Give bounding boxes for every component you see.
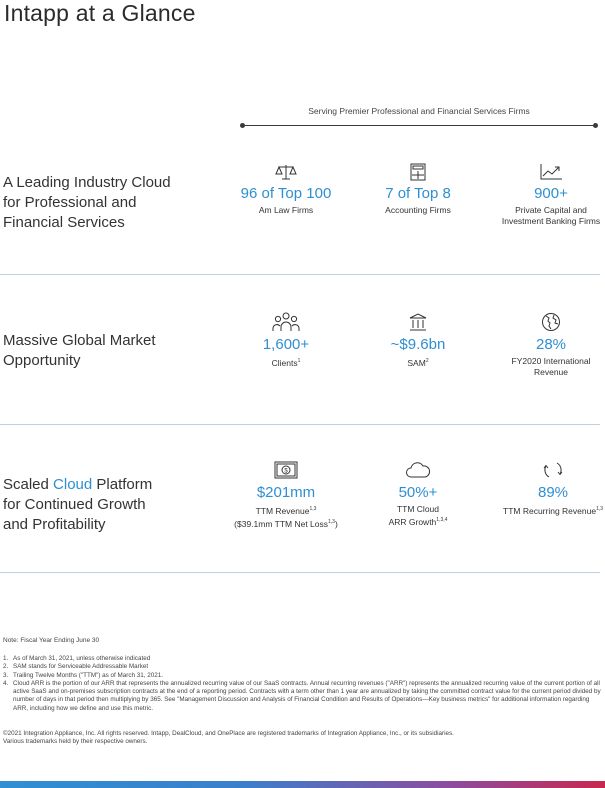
footer-gradient-bar <box>0 781 605 788</box>
timeline-dot-right <box>593 123 598 128</box>
chart-trend-icon <box>539 163 563 181</box>
calculator-icon <box>409 163 427 181</box>
section-divider <box>0 274 600 275</box>
serving-caption: Serving Premier Professional and Financial Services Firms <box>308 106 530 116</box>
section-divider <box>0 424 600 425</box>
footnote-item: 1. As of March 31, 2021, unless otherwise indicated <box>3 655 151 662</box>
money-icon <box>274 460 298 480</box>
footnote-item: 4. Cloud ARR is the portion of our ARR that represents the annualized recurring value of our SaaS contracts. Annual recurring revenues ("ARR") represents the annualized recurring value of the current portion of all active SaaS and on-premises subscription contracts at the end of a reporting period. Contracts with a term other than 1 year are annualized by taking the committed contract value for the current period divided by number of days in that period then multiplying by 365. See "Management Discussion and Analysis of Financial Condition and Results of Operations—Key business metrics" for additional information regarding ARR, including how we define and use this metric. <box>3 679 601 712</box>
timeline-line <box>242 125 596 126</box>
metric-cloud-arr: 50%+ TTM Cloud ARR Growth$^{1,3,4}$ <box>370 460 466 528</box>
people-icon <box>272 312 300 332</box>
cloud-icon <box>405 460 431 480</box>
bank-icon <box>408 312 428 332</box>
footnote-item: 3. Trailing Twelve Months ("TTM") as of March 31, 2021. <box>3 671 164 679</box>
metric-sam: ~$9.6bn SAM$^2$ <box>370 312 466 369</box>
section-divider <box>0 572 600 573</box>
metric-private-capital: 900+ Private Capital and Investment Banking Firms <box>498 163 604 227</box>
copyright: ©2021 Integration Appliance, Inc. All rights reserved. Intapp, DealCloud, and OnePlace are registered trademarks of Integration Appliance, Inc., or its subsidiaries. Various trademarks held by their respective owners. <box>3 730 454 746</box>
footnote-item: 2. SAM stands for Serviceable Addressable Market <box>3 663 149 671</box>
metric-revenue: $ $201mm TTM Revenue$^{1,3}$ ($39.1mm TTM Net Loss$^{1,3}$) <box>218 460 354 530</box>
metric-am-law: 96 of Top 100 Am Law Firms <box>230 163 342 216</box>
scales-icon <box>275 163 297 181</box>
svg-text:$: $ <box>284 468 288 475</box>
metric-recurring-revenue: 89% TTM Recurring Revenue$^{1,3}$ <box>503 460 603 517</box>
metric-international: 28% FY2020 International Revenue <box>501 312 601 378</box>
metric-accounting: 7 of Top 8 Accounting Firms <box>370 163 466 216</box>
globe-icon <box>541 312 561 332</box>
cycle-icon <box>543 460 563 480</box>
page-title: Intapp at a Glance <box>4 0 196 26</box>
footnotes <box>3 655 601 713</box>
fiscal-note: Note: Fiscal Year Ending June 30 <box>3 637 100 644</box>
metric-clients: 1,600+ Clients$^1$ <box>236 312 336 369</box>
section-label-cloud-platform: Scaled Cloud Platform for Continued Growth and Profitability <box>3 476 153 533</box>
section-label-market: Massive Global Market Opportunity <box>3 332 156 369</box>
section-label-industry-cloud: A Leading Industry Cloud for Professional and Financial Services <box>3 174 171 231</box>
